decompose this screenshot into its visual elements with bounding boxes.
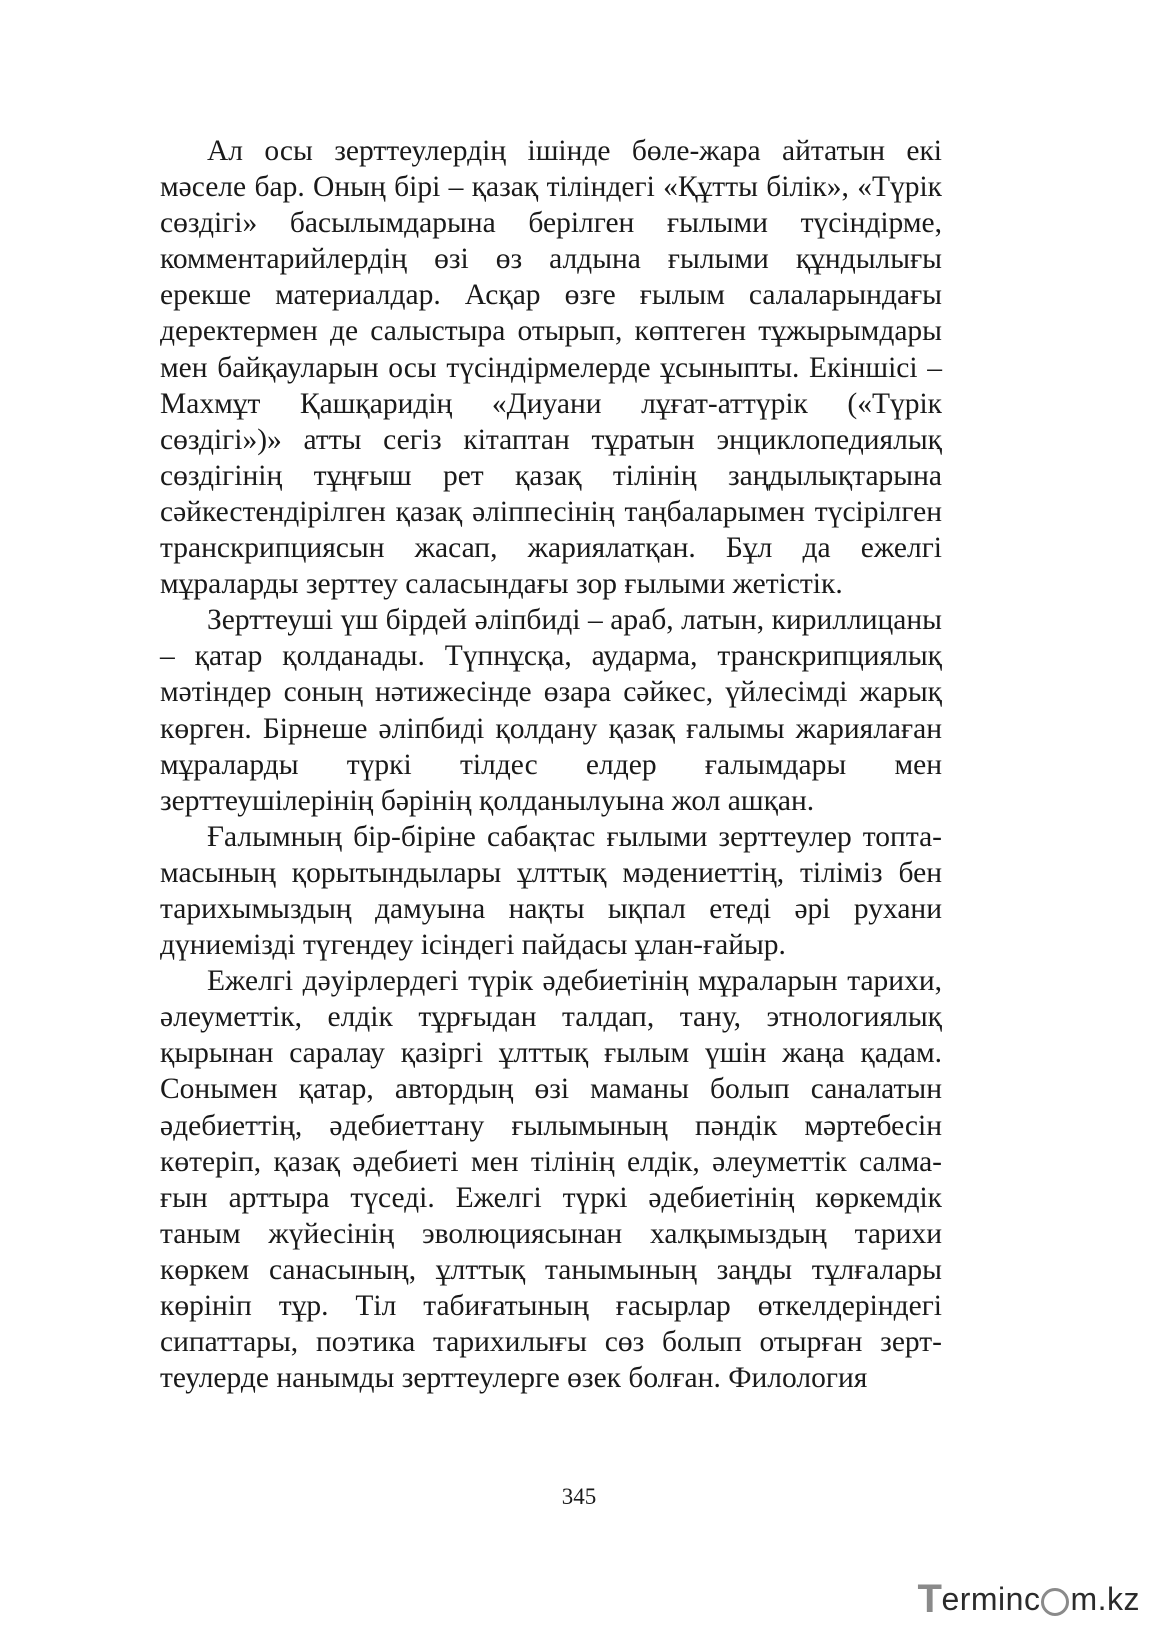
page-body: [160, 133, 942, 1396]
watermark-circle-icon: [1041, 1588, 1069, 1616]
watermark-middle: erminc: [941, 1580, 1041, 1617]
paragraph-4: Ежелгі дәуірлердегі түрік әдебиетінің мұраларын тарихи, әлеуметтік, елдік тұрғыдан талдап, тану, этнологиялық қырынан саралау қазіргі ұлттық ғылым үшін жаңа қадам. Сонымен қатар, автордың өзі маманы болып саналатын әдебиеттің, әдебиеттану ғылымының пәндік мәртебесін көтеріп, қазақ әдебиеті мен тілінің елдік, әлеуметтік салмағын арттыра түседі. Ежелгі түркі әдебиетінің көркемдік таным жүйесінің эволюциясынан халқымыздың тарихи көркем санасының, ұлттық танымының заңды тұлғалары көрініп тұр. Тіл табиғатының ғасырлар өткелдеріндегі сипаттары, поэтика тарихилығы сөз болып отырған зерттеулерде нанымды зерттеулерге өзек болған. Филология: [160, 965, 942, 1395]
watermark-end: m.kz: [1070, 1580, 1140, 1617]
paragraph-2: Зерттеуші үш бірдей әліпбиді – араб, латын, кириллицаны – қатар қолданады. Түпнұсқа, аударма, транскрипциялық мәтіндер соның нәтижесінде өзара сәйкес, үйлесімді жарық көрген. Бірнеше әліпбиді қолдану қазақ ғалымы жариялаған мұраларды түркі тілдес елдер ғалымдары мен зерттеушілерінің бәрінің қолданылуына жол ашқан.: [160, 604, 942, 817]
paragraph-1: Ал осы зерттеулердің ішінде бөле-жара айтатын екі мәселе бар. Оның бірі – қазақ тіліндегі «Құтты білік», «Түрік сөздігі» басылымдарына берілген ғылыми түсіндірме, комментарийлердің өзі өз алдына ғылыми құндылығы ерекше материалдар. Асқар өзге ғылым салаларындағы деректермен де салыстыра отырып, көптеген тұжырымдары мен байқауларын осы түсіндірмелерде ұсыныпты. Екіншісі – Махмұт Қашқаридің «Диуани лұғат-аттүрік («Түрік сөздігі»)» атты сегіз кітаптан тұратын энциклопедиялық сөздігінің тұңғыш рет қазақ тілінің заңдылықтарына сәйкестендірілген қазақ әліппесінің таңбаларымен түсірілген транскрипциясын жасап, жариялатқан. Бұл да ежелгі мұраларды зерттеу саласындағы зор ғылыми жетістік.: [160, 135, 942, 601]
page-number: 345: [561, 1484, 597, 1509]
termincom-watermark: [917, 1576, 1141, 1621]
watermark-t: T: [917, 1576, 943, 1621]
paragraph-3: Ғалымның бір-біріне сабақтас ғылыми зерттеулер топтамасының қорытындылары ұлттық мәдениеттің, тіліміз бен тарихымыздың дамуына нақты ықпал етеді әрі рухани дүниемізді түгендеу ісіндегі пайдасы ұлан-ғайыр.: [160, 820, 942, 962]
